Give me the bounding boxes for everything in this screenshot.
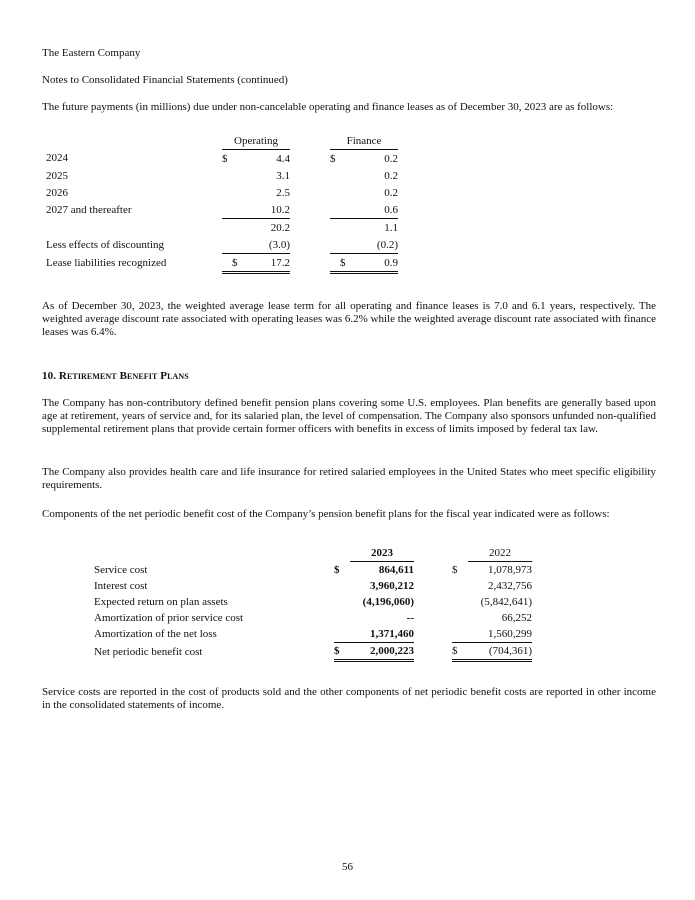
finance-value: 0.6 — [350, 201, 398, 219]
table-row — [46, 150, 420, 168]
value-2022: 1,078,973 — [488, 564, 532, 576]
currency-symbol: $ — [452, 563, 458, 576]
currency-symbol: $ — [222, 254, 242, 273]
pension-intro: Components of the net periodic benefit cost of the Company’s pension benefit plans for the fiscal year indicated were as follows: — [42, 508, 610, 520]
table-header-row — [46, 132, 420, 150]
finance-value: 0.2 — [384, 152, 398, 165]
operating-value: 2.5 — [276, 186, 290, 199]
row-label: Lease liabilities recognized — [46, 257, 167, 269]
operating-value: 3.1 — [276, 169, 290, 182]
retirement-paragraph-1: The Company has non-contributory defined benefit pension plans covering some U.S. employees. Plan benefits are generally based upon age at retirement, years of service and, for its salaried plan, the level of compensation. The Company also sponsors unfunded non-qualified supplemental retirement plans that provide certain former officers with benefits in excess of limits imposed by federal tax law. — [42, 397, 656, 435]
row-label: 2025 — [46, 169, 68, 182]
table-row — [46, 167, 420, 184]
company-name: The Eastern Company — [42, 47, 141, 59]
finance-header: Finance — [330, 132, 398, 150]
value-2023-total: 2,000,223 — [350, 643, 414, 661]
finance-total: 0.9 — [350, 254, 398, 273]
table-row — [46, 254, 420, 273]
year-2023-header: 2023 — [350, 545, 414, 562]
finance-value: (0.2) — [350, 236, 398, 254]
table-row — [94, 610, 532, 626]
value-2023: (4,196,060) — [362, 596, 414, 608]
operating-subtotal: 20.2 — [270, 221, 290, 234]
value-2022-total: (704,361) — [468, 643, 532, 661]
row-label — [46, 219, 222, 237]
finance-value: 0.2 — [384, 169, 398, 182]
year-2022-header: 2022 — [468, 545, 532, 562]
table-row — [94, 626, 532, 643]
finance-value: 0.2 — [384, 186, 398, 199]
table-row — [94, 578, 532, 594]
lease-terms-paragraph: As of December 30, 2023, the weighted average lease term for all operating and finance leases is 7.0 and 6.1 years, respectively. The weighted average discount rate associated with operating leases was 6.2% while the weighted average discount rate associated with finance leases was 6.4%. — [42, 300, 656, 338]
table-row — [46, 201, 420, 219]
notes-subtitle: Notes to Consolidated Financial Statements (continued) — [42, 74, 288, 86]
currency-symbol: $ — [222, 152, 228, 165]
row-label: Expected return on plan assets — [94, 596, 228, 608]
row-label: Interest cost — [94, 580, 148, 592]
table-row — [94, 594, 532, 610]
closing-paragraph: Service costs are reported in the cost of products sold and the other components of net periodic benefit costs are reported in other income in the consolidated statements of income. — [42, 686, 656, 711]
operating-total: 17.2 — [242, 254, 290, 273]
operating-value: 10.2 — [242, 201, 290, 219]
table-row — [46, 236, 420, 254]
currency-symbol: $ — [452, 643, 468, 661]
currency-symbol: $ — [334, 563, 340, 576]
row-label: 2024 — [46, 152, 68, 165]
pension-cost-table — [94, 545, 532, 662]
operating-header: Operating — [222, 132, 290, 150]
value-2022: 66,252 — [501, 612, 532, 624]
operating-value: (3.0) — [242, 236, 290, 254]
lease-payments-table — [46, 132, 420, 274]
table-row — [94, 562, 532, 579]
row-label: 2027 and thereafter — [46, 203, 132, 216]
section-heading: 10. Retirement Benefit Plans — [42, 370, 189, 382]
row-label: Amortization of prior service cost — [94, 612, 244, 624]
operating-value: 4.4 — [276, 152, 290, 165]
table-header-row — [94, 545, 532, 562]
value-2023: 864,611 — [378, 564, 414, 576]
currency-symbol: $ — [330, 152, 336, 165]
value-2022: 1,560,299 — [468, 626, 532, 643]
value-2023: 1,371,460 — [350, 626, 414, 643]
finance-subtotal: 1.1 — [384, 221, 398, 234]
currency-symbol: $ — [330, 254, 350, 273]
retirement-paragraph-2: The Company also provides health care and life insurance for retired salaried employees in the United States who meet specific eligibility requirements. — [42, 466, 656, 491]
table-row — [94, 643, 532, 661]
row-label: 2026 — [46, 186, 68, 199]
row-label: Service cost — [94, 563, 148, 576]
page-number: 56 — [342, 861, 353, 873]
lease-intro: The future payments (in millions) due under non-cancelable operating and finance leases as of December 30, 2023 are as follows: — [42, 101, 614, 113]
value-2023: -- — [406, 612, 414, 624]
row-label: Less effects of discounting — [46, 238, 165, 251]
currency-symbol: $ — [334, 643, 350, 661]
table-row — [46, 219, 420, 237]
value-2023: 3,960,212 — [370, 580, 414, 592]
row-label: Net periodic benefit cost — [94, 645, 203, 658]
row-label: Amortization of the net loss — [94, 628, 217, 641]
table-row — [46, 184, 420, 201]
value-2022: 2,432,756 — [488, 580, 532, 592]
value-2022: (5,842,641) — [480, 596, 532, 608]
